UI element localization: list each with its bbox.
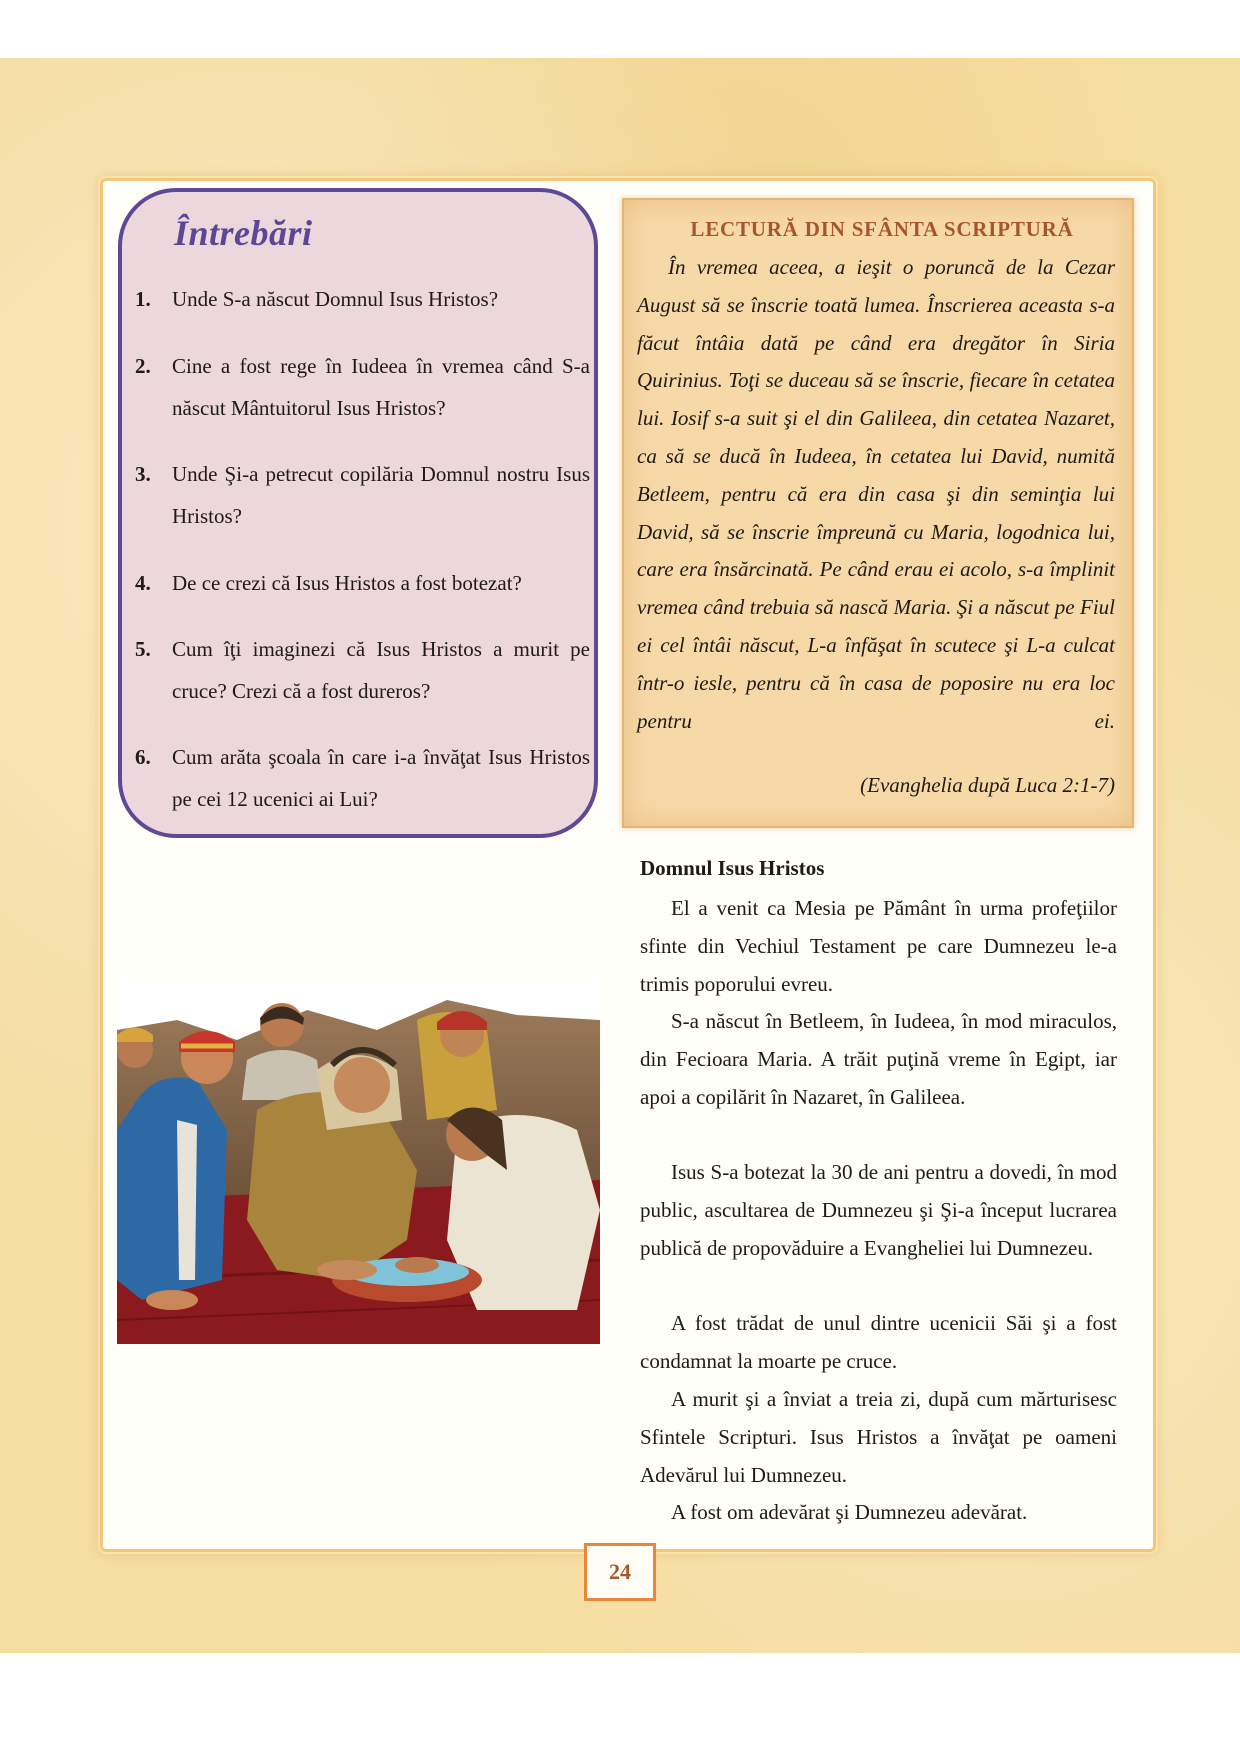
question-number: 6. <box>135 745 151 769</box>
body-paragraph: A fost om adevărat şi Dumnezeu adevărat. <box>671 1500 1028 1524</box>
body-paragraph: A murit şi a înviat a treia zi, după cum mărturisesc Sfintele Scripturi. Isus Hristos a învăţat pe oameni Adevărul lui Dumnezeu. <box>640 1387 1117 1487</box>
question-item <box>135 278 590 320</box>
body-paragraph: A fost trădat de unul dintre ucenicii Săi şi a fost condamnat la moarte pe cruce. <box>640 1311 1117 1373</box>
reading-source: (Evanghelia după Luca 2:1-7) <box>860 773 1115 797</box>
questions-title: Întrebări <box>174 213 313 253</box>
question-text: Cum îţi imaginezi că Isus Hristos a murit pe cruce? Crezi că a fost dureros? <box>172 637 590 703</box>
reading-title: LECTURĂ DIN SFÂNTA SCRIPTURĂ <box>690 217 1074 241</box>
page-number: 24 <box>609 1559 631 1584</box>
body-paragraph: El a venit ca Mesia pe Pământ în urma profeţiilor sfinte din Vechiul Testament pe care Dumnezeu le-a trimis poporului evreu. <box>640 896 1117 996</box>
question-item <box>135 628 590 712</box>
question-number: 5. <box>135 637 151 661</box>
question-item <box>135 453 590 537</box>
question-item <box>135 562 590 604</box>
question-text: De ce crezi că Isus Hristos a fost botezat? <box>172 571 522 595</box>
question-text: Cum arăta şcoala în care i-a învăţat Isus Hristos pe cei 12 ucenici ai Lui? <box>172 745 590 811</box>
question-text: Cine a fost rege în Iudeea în vremea când S-a născut Mântuitorul Isus Hristos? <box>172 354 590 420</box>
section-title: Domnul Isus Hristos <box>640 856 825 880</box>
question-text: Unde S-a născut Domnul Isus Hristos? <box>172 287 499 311</box>
reading-text: În vremea aceea, a ieşit o poruncă de la Cezar August să se înscrie toată lumea. Înscrierea aceasta s-a făcut întâia dată pe când era dregător în Siria Quirinius. Toţi se duceau să se înscrie, fiecare în cetatea lui. Iosif s-a suit şi el din Galileea, din cetatea Nazaret, ca să se ducă în Iudeea, în cetatea lui David, numită Betleem, pentru că era din casa şi din seminţia lui David, să se înscrie împreună cu Maria, logodnica lui, care era însărcinată. Pe când erau ei acolo, s-a împlinit vremea când trebuia să nască Maria. Şi a născut pe Fiul ei cel întâi născut, L-a înfăşat în scutece şi L-a culcat într-o iesle, pentru că în casa de poposire nu era loc pentru ei. <box>637 255 1115 733</box>
foot-washing-illustration <box>117 980 600 1344</box>
question-number: 4. <box>135 571 151 595</box>
question-item <box>135 345 590 429</box>
body-paragraph: Isus S-a botezat la 30 de ani pentru a dovedi, în mod public, ascultarea de Dumnezeu şi Şi-a început lucrarea publică de propovăduire a Evangheliei lui Dumnezeu. <box>640 1160 1117 1260</box>
question-number: 3. <box>135 462 151 486</box>
page-number-box <box>584 1543 656 1601</box>
question-number: 2. <box>135 354 151 378</box>
question-number: 1. <box>135 287 151 311</box>
body-paragraph: S-a născut în Betleem, în Iudeea, în mod miraculos, din Fecioara Maria. A trăit puţină vreme în Egipt, iar apoi a copilărit în Nazaret, în Galileea. <box>640 1009 1117 1109</box>
question-item <box>135 736 590 820</box>
question-text: Unde Şi-a petrecut copilăria Domnul nostru Isus Hristos? <box>172 462 590 528</box>
